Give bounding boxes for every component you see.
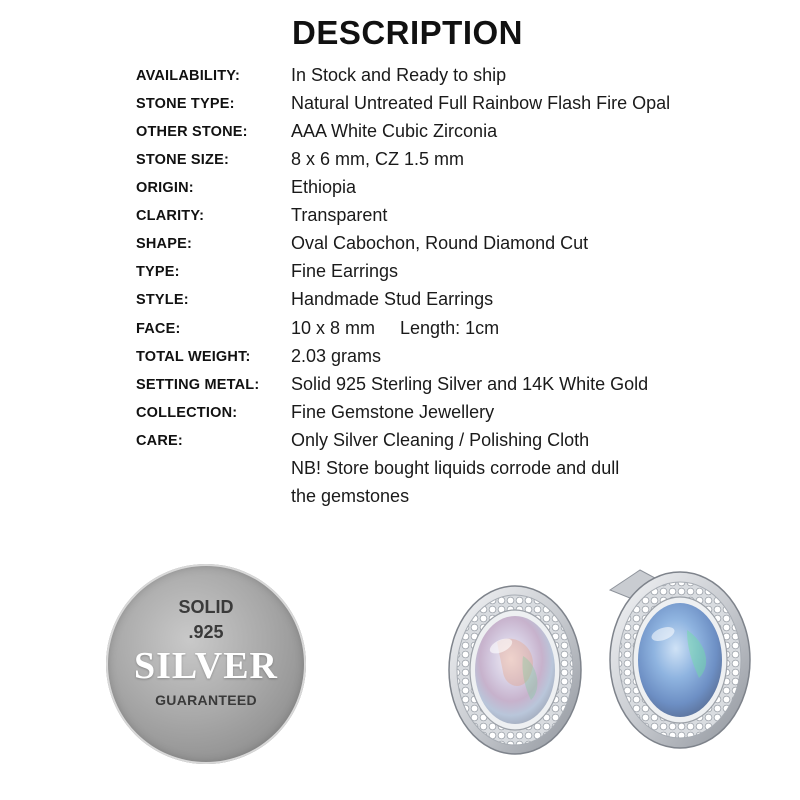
spec-row-origin [0,177,800,204]
spec-row-collection [0,402,800,429]
spec-row-availability [0,65,800,92]
spec-label: STONE SIZE: [136,152,229,168]
care-note-line-2: the gemstones [291,486,410,506]
seal-text-925: .925 [188,622,224,642]
spec-label: TOTAL WEIGHT: [136,349,251,365]
spec-label: OTHER STONE: [136,124,248,140]
spec-value: In Stock and Ready to ship [291,65,507,85]
spec-value: AAA White Cubic Zirconia [291,121,498,141]
seal-text-solid: SOLID [178,597,234,617]
right-earring [610,570,750,748]
spec-value: Oval Cabochon, Round Diamond Cut [291,233,589,253]
spec-label: TYPE: [136,264,180,280]
spec-label: CARE: [136,433,183,449]
spec-value: Natural Untreated Full Rainbow Flash Fire Opal [291,93,671,113]
spec-label: STONE TYPE: [136,96,235,112]
spec-value: Fine Gemstone Jewellery [291,402,495,422]
spec-row-other-stone [0,121,800,148]
spec-label: FACE: [136,321,181,337]
spec-label: SHAPE: [136,236,192,252]
spec-value: Handmade Stud Earrings [291,289,494,309]
spec-row-care [0,430,800,457]
page-title: DESCRIPTION [291,14,524,51]
spec-row-face [0,318,800,345]
spec-value: Transparent [291,205,388,225]
spec-row-setting-metal [0,374,800,401]
spec-row-total-weight [0,346,800,373]
opal-earrings-photo [425,560,785,790]
silver-guarantee-seal [106,564,306,764]
care-note-line-1: NB! Store bought liquids corrode and dull [291,458,620,478]
spec-value: Solid 925 Sterling Silver and 14K White Gold [291,374,649,394]
spec-label: SETTING METAL: [136,377,260,393]
spec-label: COLLECTION: [136,405,238,421]
spec-value: Only Silver Cleaning / Polishing Cloth [291,430,590,450]
spec-value: Fine Earrings [291,261,399,281]
seal-text-silver: SILVER [133,645,278,687]
spec-row-type [0,261,800,288]
spec-row-stone-type [0,93,800,120]
spec-label: CLARITY: [136,208,205,224]
spec-value: 8 x 6 mm, CZ 1.5 mm [291,149,465,169]
spec-value: 10 x 8 mm Length: 1cm [291,318,500,338]
spec-label: ORIGIN: [136,180,194,196]
spec-label: STYLE: [136,292,189,308]
spec-value: 2.03 grams [291,346,382,366]
spec-value: Ethiopia [291,177,357,197]
spec-row-style [0,289,800,316]
spec-label: AVAILABILITY: [136,68,241,84]
spec-row-clarity [0,205,800,232]
spec-row-stone-size [0,149,800,176]
spec-row-shape [0,233,800,260]
seal-text-guaranteed: GUARANTEED [155,692,257,708]
left-earring [449,586,581,754]
